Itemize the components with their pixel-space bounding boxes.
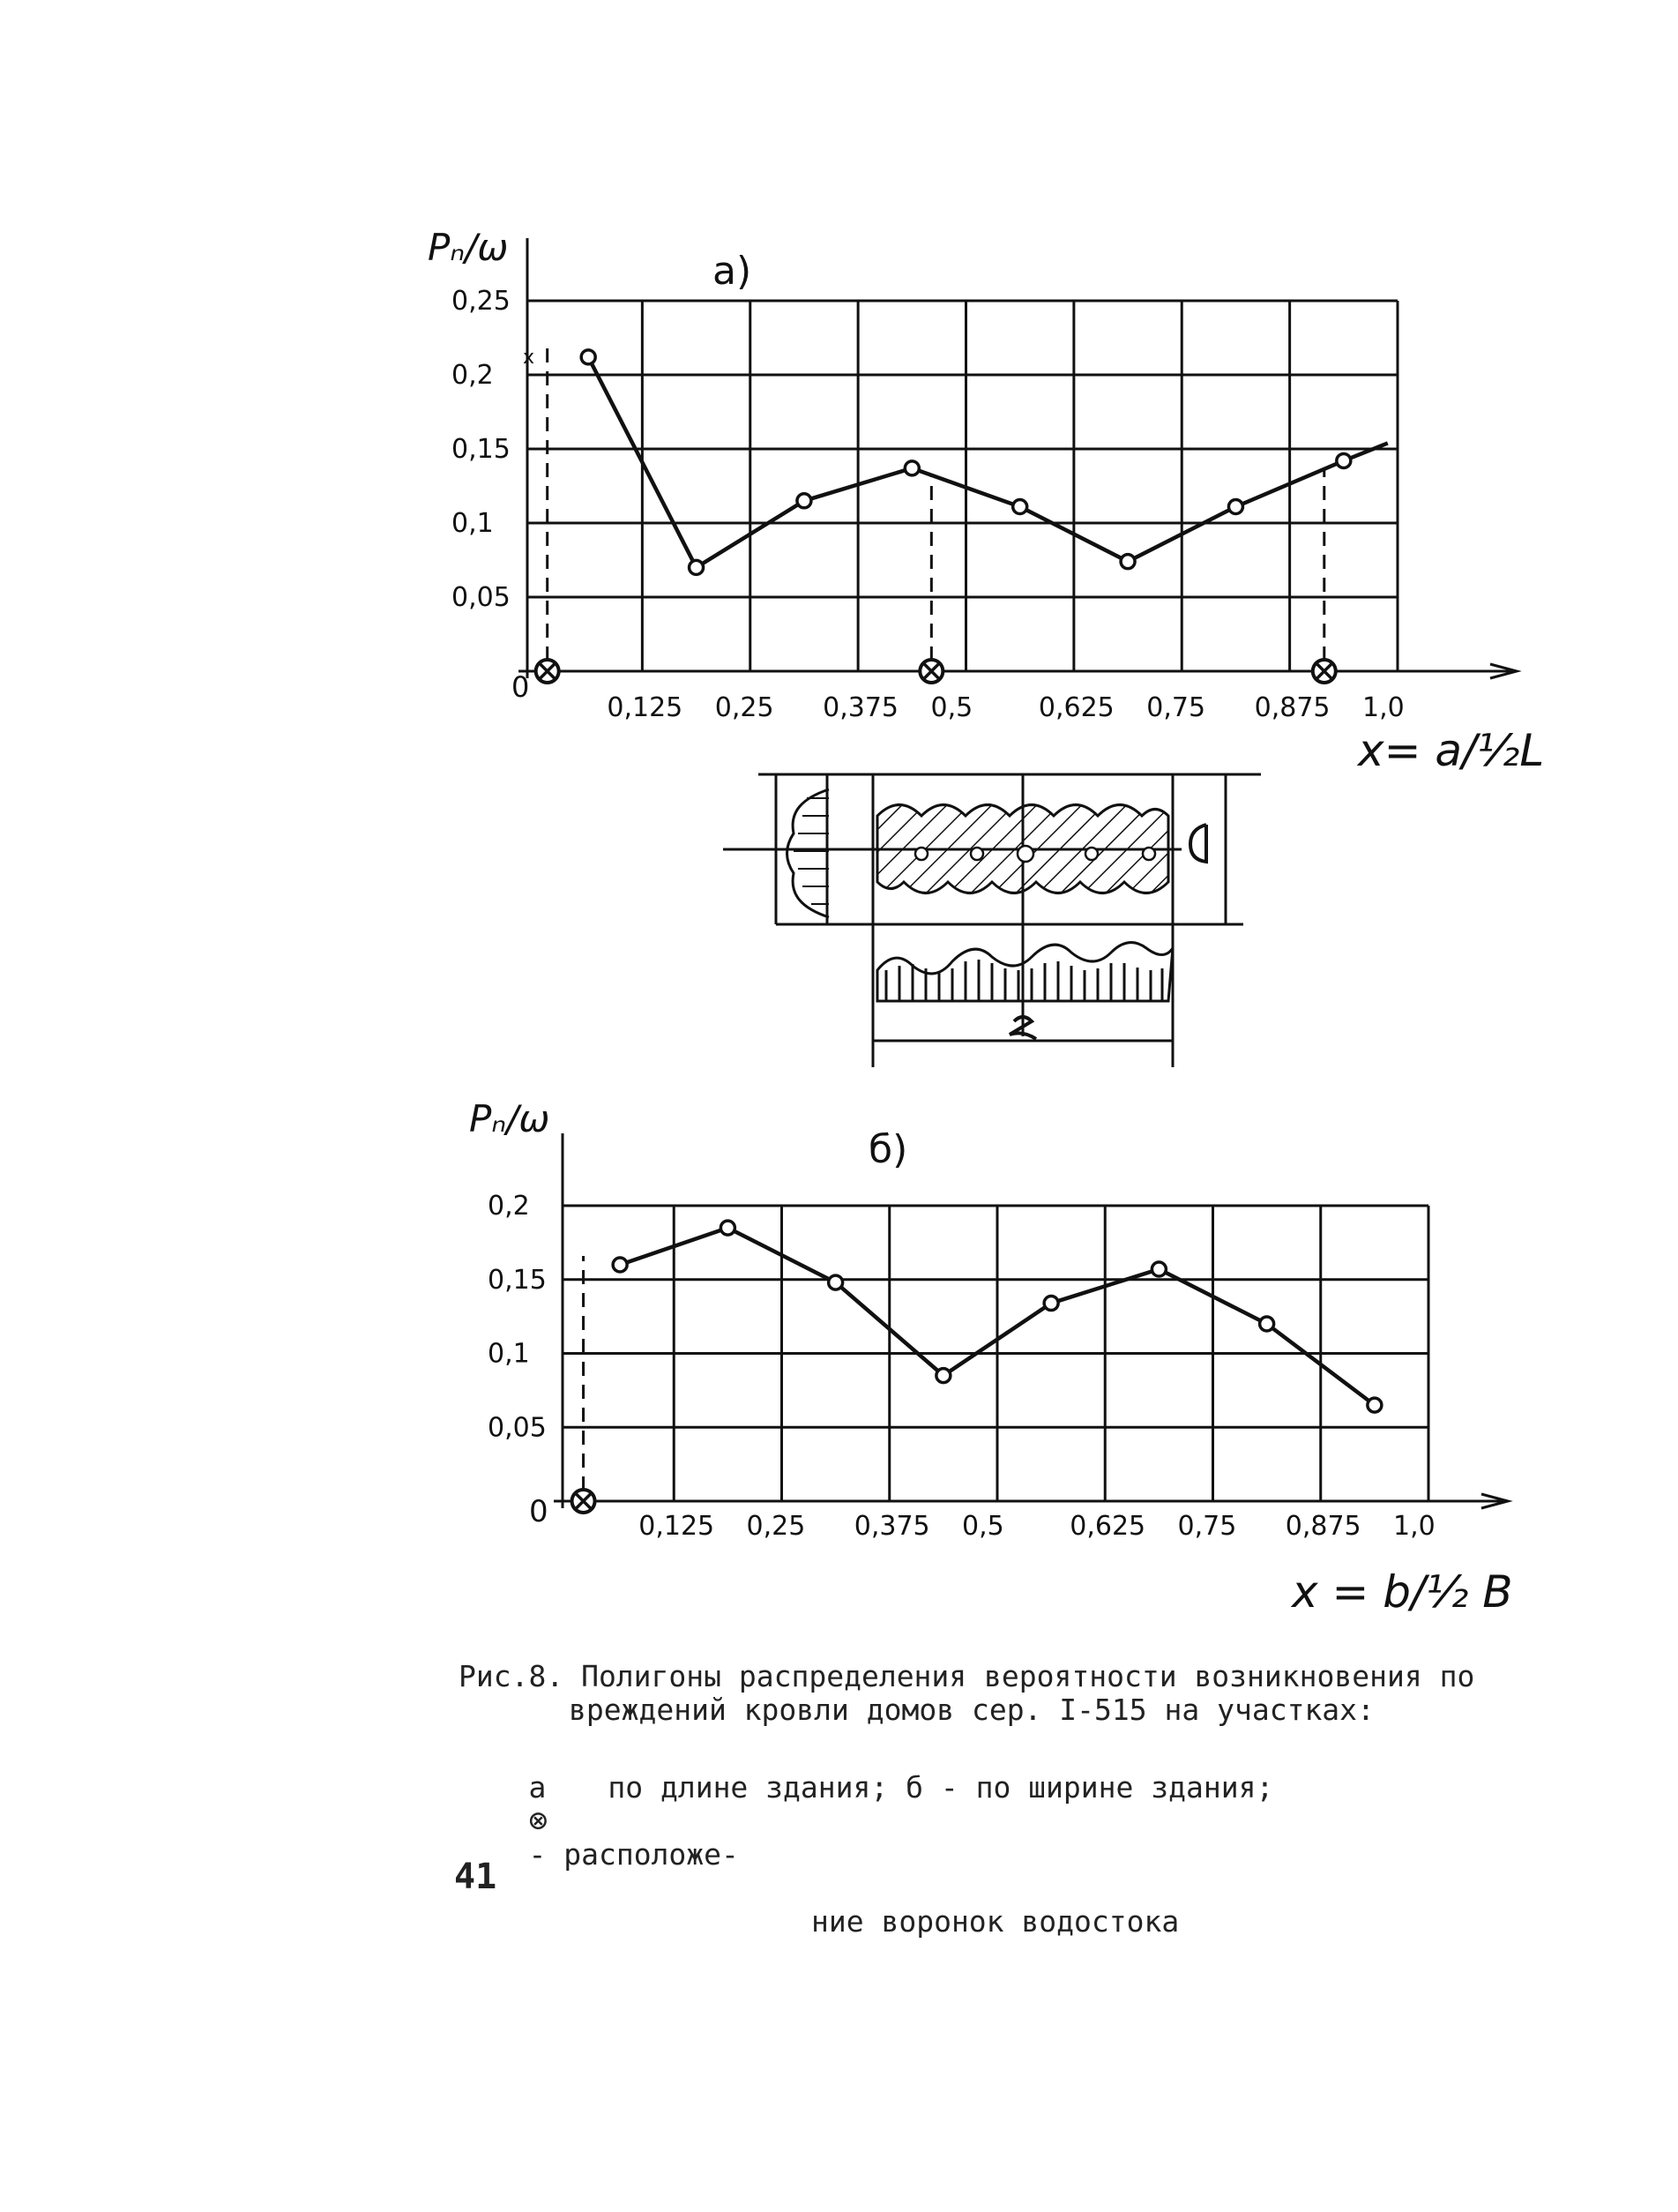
chart-a-xtick-label: 0,875: [1254, 692, 1331, 723]
chart-b-ytick-label: 0,15: [488, 1264, 547, 1296]
figure-caption: [459, 1660, 1552, 1939]
drain-funnel-symbol-icon: ⊗: [528, 1803, 548, 1839]
chart-a-ytick-label: 0,1: [451, 508, 494, 539]
chart-b-xtick-label: 0,375: [854, 1511, 930, 1542]
chart-b-xlabel: x = b/½ B: [1292, 1566, 1513, 1618]
chart-b-xtick-label: 0,25: [746, 1511, 806, 1542]
chart-b-data-point: [720, 1221, 735, 1235]
chart-a-xtick-label: 0,25: [714, 692, 774, 723]
caption-line-4: ние воронок водостока: [811, 1904, 1180, 1939]
chart-a-xtick-label: 0,75: [1146, 692, 1206, 723]
chart-a-xtick-label: 0,375: [823, 692, 899, 723]
caption-legend-text: по длине здания; б - по ширине здания;: [608, 1770, 1274, 1805]
chart-a-xtick-label: 0,625: [1038, 692, 1115, 723]
chart-b-y-ticks: [488, 1191, 547, 1443]
chart-a-origin-label: 0: [511, 670, 530, 704]
page-number: 41: [454, 1857, 497, 1897]
caption-line-3: [459, 1737, 1552, 1905]
chart-b-xtick-label: 1,0: [1393, 1511, 1436, 1542]
chart-b-origin-label: 0: [529, 1494, 548, 1529]
chart-b-data-point: [1260, 1317, 1274, 1331]
chart-b-data-point: [936, 1369, 951, 1383]
caption-line-2: вреждений кровли домов сер. I-515 на участках:: [569, 1693, 1375, 1727]
chart-b-xtick-label: 0,75: [1177, 1511, 1237, 1542]
chart-b-xtick-label: 0,875: [1285, 1511, 1361, 1542]
chart-a-ytick-label: 0,25: [451, 286, 511, 317]
chart-b-data-point: [613, 1258, 627, 1272]
chart-a-ytick-label: 0,05: [451, 582, 511, 613]
chart-a-ytick-label: 0,2: [451, 360, 494, 391]
chart-b-data-point: [829, 1275, 843, 1289]
chart-b-ytick-label: 0,2: [488, 1191, 530, 1222]
chart-a-panel-label: а): [712, 249, 752, 294]
chart-a-x-marker-label: x: [523, 347, 535, 369]
chart-a-xtick-label: 1,0: [1362, 692, 1405, 723]
chart-b-gridlines: [563, 1206, 1428, 1501]
chart-a-ylabel: Pₙ/ω: [428, 226, 509, 269]
caption-legend-suffix: - расположе-: [528, 1837, 739, 1872]
chart-a-xtick-label: 0,5: [930, 692, 973, 723]
chart-b-funnels: [572, 1256, 595, 1513]
caption-line-1: Рис.8. Полигоны распределения вероятности возникновения по: [459, 1659, 1475, 1693]
chart-b-xtick-label: 0,625: [1070, 1511, 1146, 1542]
chart-b-xtick-label: 0,5: [962, 1511, 1004, 1542]
chart-b-data-point: [1152, 1262, 1166, 1276]
chart-b-xtick-label: 0,125: [638, 1511, 715, 1542]
chart-b-data-point: [1368, 1398, 1382, 1412]
chart-a-ytick-label: 0,15: [451, 434, 511, 465]
chart-b-x-ticks: [638, 1511, 1435, 1542]
chart-b-ytick-label: 0,05: [488, 1412, 547, 1444]
chart-b-axes: [554, 1133, 1508, 1508]
chart-b-ylabel: Pₙ/ω: [469, 1097, 550, 1140]
chart-a-xtick-label: 0,125: [607, 692, 683, 723]
caption-prefix: а: [528, 1770, 547, 1805]
chart-a-xlabel: x= a/½L: [1358, 725, 1545, 776]
chart-b-data-point: [1044, 1297, 1058, 1311]
chart-b-ytick-label: 0,1: [488, 1338, 530, 1370]
chart-b-panel-label: б): [869, 1127, 908, 1172]
